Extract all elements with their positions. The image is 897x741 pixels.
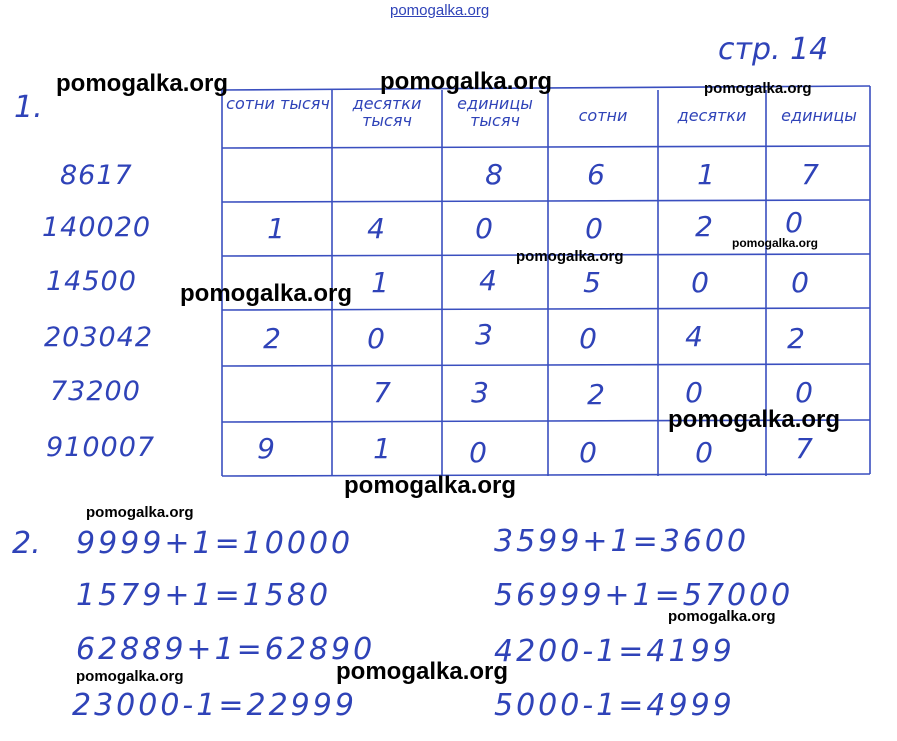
watermark: pomogalka.org [668, 406, 841, 433]
header-units: единицы [781, 106, 857, 125]
table-cell: 2 [695, 210, 713, 243]
table-cell: 0 [475, 212, 493, 245]
header-thousands: единицы тысяч [457, 94, 533, 130]
equation-left-1: 9999+1=10000 [76, 526, 354, 561]
table-cell: 0 [695, 436, 713, 469]
equation-right-3: 4200-1=4199 [494, 634, 735, 669]
table-cell: 3 [475, 318, 493, 351]
table-cell: 2 [587, 378, 605, 411]
table-cell: 1 [371, 266, 389, 299]
table-cell: 2 [263, 322, 281, 355]
equation-right-4: 5000-1=4999 [494, 688, 735, 723]
row-label-6: 910007 [46, 432, 156, 463]
table-cell: 0 [795, 376, 813, 409]
header-hundreds: сотни [578, 106, 628, 125]
page-label: стр. 14 [718, 32, 829, 67]
task2-number: 2. [12, 526, 41, 561]
row-label-4: 203042 [44, 322, 154, 353]
table-cell: 9 [257, 432, 275, 465]
header-tens: десятки [677, 106, 747, 125]
table-cell: 1 [373, 432, 391, 465]
watermark: pomogalka.org [336, 658, 509, 685]
table-cell: 1 [267, 212, 285, 245]
row-label-2: 140020 [42, 212, 152, 243]
table-cell: 4 [367, 212, 385, 245]
table-cell: 7 [801, 158, 819, 191]
watermark: pomogalka.org [516, 248, 624, 265]
watermark: pomogalka.org [704, 80, 812, 97]
table-cell: 0 [791, 266, 809, 299]
table-cell: 0 [579, 436, 597, 469]
table-cell: 7 [373, 376, 391, 409]
table-cell: 7 [795, 432, 813, 465]
equation-left-2: 1579+1=1580 [76, 578, 332, 613]
table-cell: 8 [485, 158, 503, 191]
header-hundred-thousands: сотни тысяч [226, 94, 330, 113]
row-label-3: 14500 [46, 266, 137, 297]
table-cell: 0 [691, 266, 709, 299]
table-cell: 0 [579, 322, 597, 355]
row-label-1: 8617 [60, 160, 133, 191]
equation-left-3: 62889+1=62890 [76, 632, 376, 667]
table-cell: 6 [587, 158, 605, 191]
watermark: pomogalka.org [76, 668, 184, 685]
table-cell: 0 [367, 322, 385, 355]
watermark: pomogalka.org [380, 68, 553, 95]
table-cell: 4 [685, 320, 703, 353]
watermark: pomogalka.org [56, 70, 229, 97]
equation-left-4: 23000-1=22999 [72, 688, 357, 723]
table-cell: 0 [469, 436, 487, 469]
equation-right-1: 3599+1=3600 [494, 524, 750, 559]
header-ten-thousands: десятки тысяч [352, 94, 422, 130]
row-label-5: 73200 [50, 376, 141, 407]
table-cell: 0 [785, 206, 803, 239]
watermark: pomogalka.org [180, 280, 353, 307]
equation-right-2: 56999+1=57000 [494, 578, 794, 613]
table-cell: 0 [685, 376, 703, 409]
task1-number: 1. [14, 90, 43, 125]
table-cell: 2 [787, 322, 805, 355]
table-cell: 1 [697, 158, 715, 191]
table-cell: 5 [583, 266, 601, 299]
table-cell: 4 [479, 264, 497, 297]
table-cell: 3 [471, 376, 489, 409]
watermark: pomogalka.org [668, 608, 776, 625]
watermark: pomogalka.org [344, 472, 517, 499]
table-cell: 0 [585, 212, 603, 245]
watermark-top[interactable]: pomogalka.org [390, 2, 490, 19]
watermark: pomogalka.org [86, 504, 194, 521]
watermark: pomogalka.org [732, 236, 819, 250]
